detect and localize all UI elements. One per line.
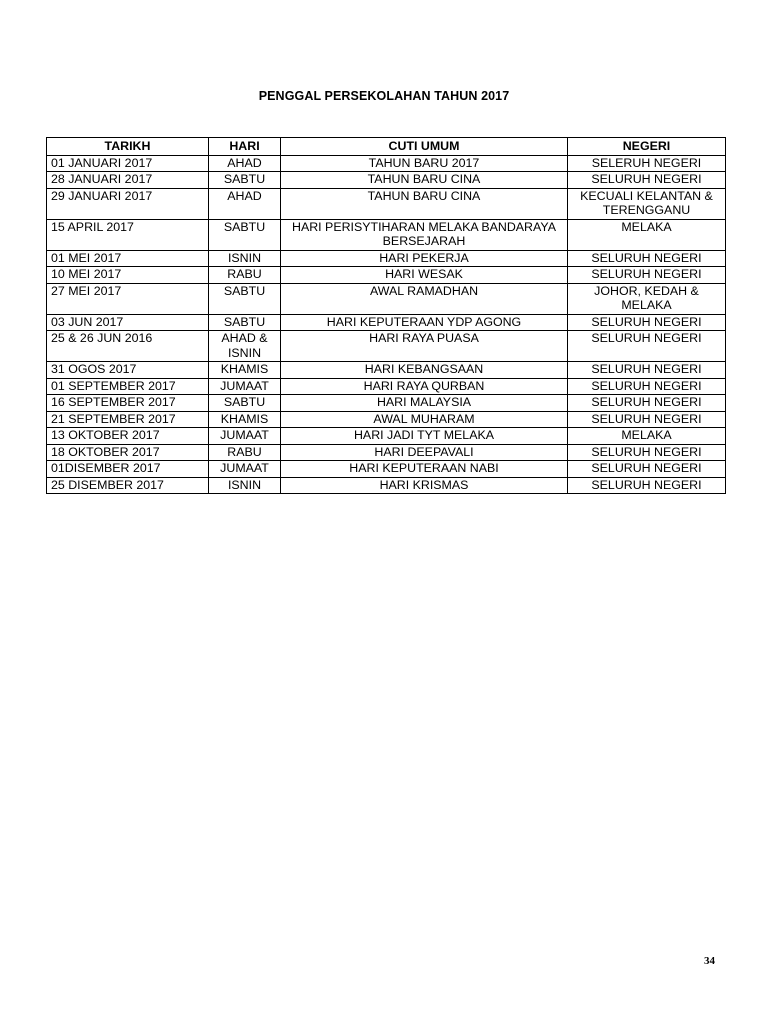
cell-state: MELAKA bbox=[568, 219, 726, 250]
cell-day: SABTU bbox=[209, 172, 281, 189]
column-header-holiday: CUTI UMUM bbox=[281, 138, 568, 156]
column-header-day: HARI bbox=[209, 138, 281, 156]
table-row bbox=[47, 362, 726, 379]
cell-date: 01DISEMBER 2017 bbox=[47, 461, 209, 478]
cell-holiday: HARI PEKERJA bbox=[281, 250, 568, 267]
cell-holiday: AWAL RAMADHAN bbox=[281, 283, 568, 314]
cell-state: SELURUH NEGERI bbox=[568, 378, 726, 395]
cell-date: 13 OKTOBER 2017 bbox=[47, 428, 209, 445]
cell-holiday: HARI WESAK bbox=[281, 267, 568, 284]
cell-date: 25 DISEMBER 2017 bbox=[47, 477, 209, 494]
table-row bbox=[47, 461, 726, 478]
cell-state: SELURUH NEGERI bbox=[568, 314, 726, 331]
cell-state: SELURUH NEGERI bbox=[568, 250, 726, 267]
table-row bbox=[47, 172, 726, 189]
cell-date: 01 SEPTEMBER 2017 bbox=[47, 378, 209, 395]
cell-date: 27 MEI 2017 bbox=[47, 283, 209, 314]
table-row bbox=[47, 395, 726, 412]
cell-holiday: HARI KEPUTERAAN NABI bbox=[281, 461, 568, 478]
cell-date: 10 MEI 2017 bbox=[47, 267, 209, 284]
table-row bbox=[47, 477, 726, 494]
cell-holiday: HARI KEBANGSAAN bbox=[281, 362, 568, 379]
page-number: 34 bbox=[704, 955, 715, 967]
cell-state: SELURUH NEGERI bbox=[568, 331, 726, 362]
table-row bbox=[47, 267, 726, 284]
table-row bbox=[47, 219, 726, 250]
table-row bbox=[47, 314, 726, 331]
table-row bbox=[47, 331, 726, 362]
cell-day: KHAMIS bbox=[209, 411, 281, 428]
cell-day: RABU bbox=[209, 267, 281, 284]
cell-holiday: HARI KRISMAS bbox=[281, 477, 568, 494]
table-body bbox=[47, 155, 726, 494]
cell-date: 18 OKTOBER 2017 bbox=[47, 444, 209, 461]
cell-holiday: HARI JADI TYT MELAKA bbox=[281, 428, 568, 445]
cell-holiday: HARI KEPUTERAAN YDP AGONG bbox=[281, 314, 568, 331]
holiday-table bbox=[46, 137, 726, 494]
cell-date: 16 SEPTEMBER 2017 bbox=[47, 395, 209, 412]
cell-holiday: HARI DEEPAVALI bbox=[281, 444, 568, 461]
table-row bbox=[47, 411, 726, 428]
table-header bbox=[47, 138, 726, 156]
cell-day: SABTU bbox=[209, 219, 281, 250]
cell-day: SABTU bbox=[209, 395, 281, 412]
cell-day: KHAMIS bbox=[209, 362, 281, 379]
cell-state: SELURUH NEGERI bbox=[568, 362, 726, 379]
cell-state: SELURUH NEGERI bbox=[568, 267, 726, 284]
cell-date: 03 JUN 2017 bbox=[47, 314, 209, 331]
page-title: PENGGAL PERSEKOLAHAN TAHUN 2017 bbox=[258, 89, 510, 103]
cell-day: ISNIN bbox=[209, 250, 281, 267]
cell-day: AHAD bbox=[209, 155, 281, 172]
cell-state: SELURUH NEGERI bbox=[568, 461, 726, 478]
table-row bbox=[47, 283, 726, 314]
cell-state: SELURUH NEGERI bbox=[568, 477, 726, 494]
cell-state: KECUALI KELANTAN & TERENGGANU bbox=[568, 188, 726, 219]
cell-day: SABTU bbox=[209, 314, 281, 331]
cell-state: SELERUH NEGERI bbox=[568, 155, 726, 172]
cell-holiday: HARI PERISYTIHARAN MELAKA BANDARAYA BERSEJARAH bbox=[281, 219, 568, 250]
table-header-row bbox=[47, 138, 726, 156]
cell-holiday: HARI RAYA PUASA bbox=[281, 331, 568, 362]
cell-date: 21 SEPTEMBER 2017 bbox=[47, 411, 209, 428]
cell-holiday: HARI MALAYSIA bbox=[281, 395, 568, 412]
cell-state: MELAKA bbox=[568, 428, 726, 445]
column-header-date: TARIKH bbox=[47, 138, 209, 156]
cell-holiday: TAHUN BARU 2017 bbox=[281, 155, 568, 172]
column-header-state: NEGERI bbox=[568, 138, 726, 156]
table-row bbox=[47, 188, 726, 219]
cell-date: 28 JANUARI 2017 bbox=[47, 172, 209, 189]
cell-date: 01 MEI 2017 bbox=[47, 250, 209, 267]
table-row bbox=[47, 155, 726, 172]
cell-state: SELURUH NEGERI bbox=[568, 395, 726, 412]
cell-date: 15 APRIL 2017 bbox=[47, 219, 209, 250]
cell-state: SELURUH NEGERI bbox=[568, 444, 726, 461]
cell-state: SELURUH NEGERI bbox=[568, 172, 726, 189]
cell-day: ISNIN bbox=[209, 477, 281, 494]
table-row bbox=[47, 428, 726, 445]
table-row bbox=[47, 444, 726, 461]
cell-date: 29 JANUARI 2017 bbox=[47, 188, 209, 219]
cell-day: AHAD & ISNIN bbox=[209, 331, 281, 362]
cell-day: AHAD bbox=[209, 188, 281, 219]
cell-holiday: HARI RAYA QURBAN bbox=[281, 378, 568, 395]
table-row bbox=[47, 378, 726, 395]
cell-date: 25 & 26 JUN 2016 bbox=[47, 331, 209, 362]
cell-day: RABU bbox=[209, 444, 281, 461]
cell-state: SELURUH NEGERI bbox=[568, 411, 726, 428]
cell-holiday: AWAL MUHARAM bbox=[281, 411, 568, 428]
cell-date: 01 JANUARI 2017 bbox=[47, 155, 209, 172]
cell-date: 31 OGOS 2017 bbox=[47, 362, 209, 379]
cell-day: JUMAAT bbox=[209, 428, 281, 445]
table-row bbox=[47, 250, 726, 267]
cell-day: JUMAAT bbox=[209, 378, 281, 395]
cell-state: JOHOR, KEDAH & MELAKA bbox=[568, 283, 726, 314]
cell-day: SABTU bbox=[209, 283, 281, 314]
cell-holiday: TAHUN BARU CINA bbox=[281, 188, 568, 219]
cell-holiday: TAHUN BARU CINA bbox=[281, 172, 568, 189]
cell-day: JUMAAT bbox=[209, 461, 281, 478]
